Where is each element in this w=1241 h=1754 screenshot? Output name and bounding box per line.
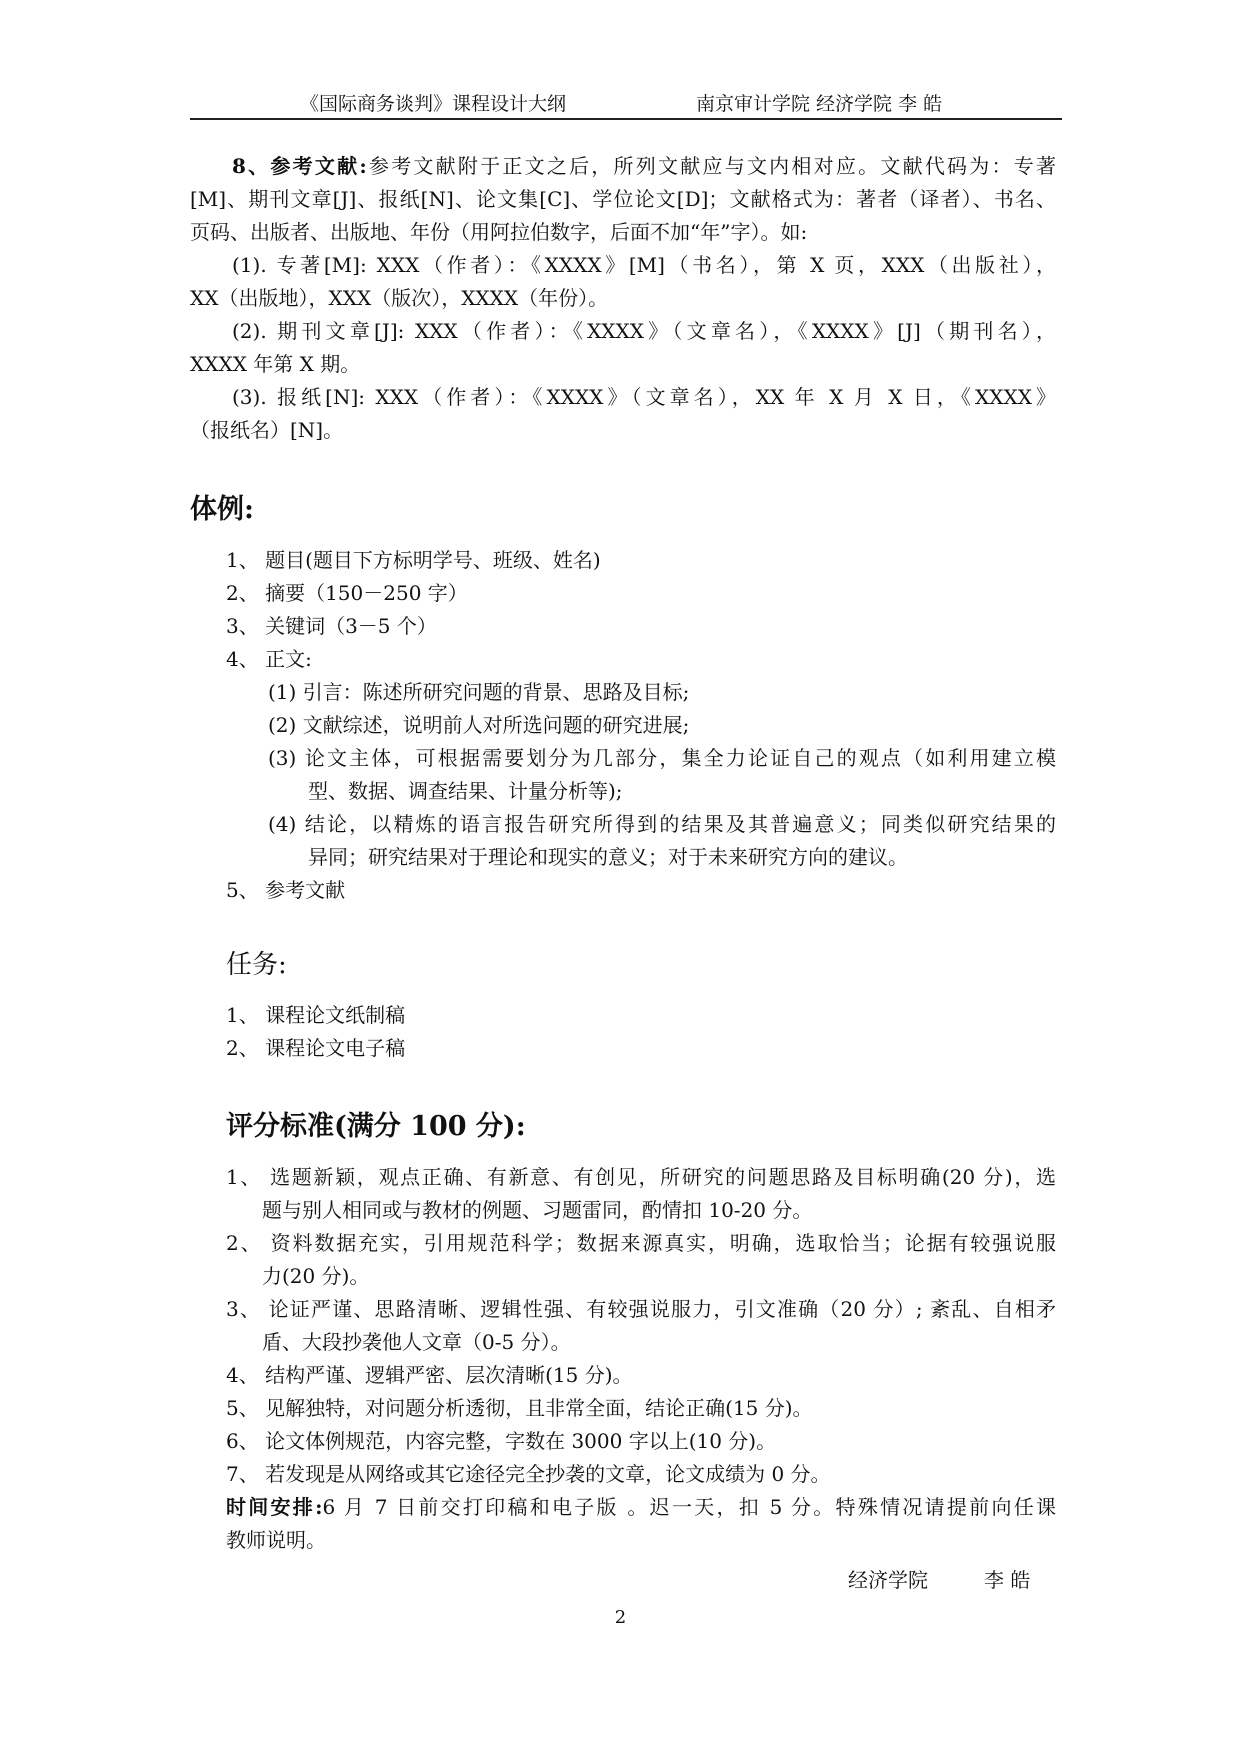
grading-criterion-1-line2: 题与别人相同或与教材的例题、习题雷同，酌情扣 10-20 分。 [262,1198,813,1222]
refs-line-1 [232,152,1056,180]
grading-criterion-3-line1: 3、 论证严谨、思路清晰、逻辑性强、有较强说服力，引文准确（20 分）; 紊乱、自相矛 [226,1297,1056,1321]
grading-criterion-3-line2: 盾、大段抄袭他人文章（0-5 分）。 [262,1330,571,1354]
style-subitem-4-line1: (4) 结论，以精炼的语言报告研究所得到的结果及其普遍意义；同类似研究结果的 [268,812,1056,836]
grading-criterion-1-line1: 1、 选题新颖，观点正确、有新意、有创见，所研究的问题思路及目标明确(20 分)，选 [226,1165,1056,1189]
refs-example-1-line2: XX（出版地），XXX（版次），XXXX（年份）。 [190,286,609,310]
refs-example-3-line1: (3). 报纸[N]: XXX（作者）：《XXXX》（文章名），XX 年 X 月 X 日，《XXXX》 [232,385,1056,409]
signature-dept: 经济学院 [848,1568,928,1592]
style-subitem-1: (1) 引言：陈述所研究问题的背景、思路及目标; [268,680,690,704]
refs-heading: 8、参考文献: [232,154,367,178]
page-number: 2 [614,1607,627,1628]
grading-criterion-2-line2: 力(20 分)。 [262,1264,370,1288]
grading-criterion-5: 5、 见解独特，对问题分析透彻，且非常全面，结论正确(15 分)。 [226,1396,813,1420]
grading-section-title: 评分标准(满分 100 分): [226,1111,526,1142]
schedule-label: 时间安排: [226,1495,323,1519]
style-item-5: 5、 参考文献 [226,878,346,902]
style-subitem-3-line2: 型、数据、调查结果、计量分析等); [308,779,623,803]
refs-example-2-line1: (2). 期刊文章[J]: XXX（作者）：《XXXX》（文章名），《XXXX》[J]（期刊名）， [232,319,1056,343]
schedule-text-line1: 6 月 7 日前交打印稿和电子版 。迟一天，扣 5 分。特殊情况请提前向任课 [322,1495,1056,1519]
header-author: 南京审计学院 经济学院 李 皓 [696,93,943,115]
task-section-title: 任务: [226,950,287,980]
refs-intro-line3: 页码、出版者、出版地、年份（用阿拉伯数字，后面不加“年”字）。如: [190,220,808,244]
refs-example-1-line1: (1). 专著[M]: XXX（作者）：《XXXX》[M]（书名），第 X 页，XXX（出版社）， [232,253,1056,277]
schedule-text-line2: 教师说明。 [226,1528,326,1552]
grading-criterion-6: 6、 论文体例规范，内容完整，字数在 3000 字以上(10 分)。 [226,1429,777,1453]
grading-criterion-2-line1: 2、 资料数据充实，引用规范科学；数据来源真实，明确，选取恰当；论据有较强说服 [226,1231,1056,1255]
style-item-2: 2、 摘要（150－250 字） [226,581,468,605]
grading-criterion-7: 7、 若发现是从网络或其它途径完全抄袭的文章，论文成绩为 0 分。 [226,1462,831,1486]
refs-intro-line2: [M]、期刊文章[J]、报纸[N]、论文集[C]、学位论文[D]；文献格式为：著者（译者）、书名、 [190,187,1056,211]
style-item-3: 3、 关键词（3－5 个） [226,614,437,638]
task-item-2: 2、 课程论文电子稿 [226,1036,406,1060]
task-item-1: 1、 课程论文纸制稿 [226,1003,406,1027]
signature-name: 李 皓 [984,1568,1031,1592]
style-item-4: 4、 正文: [226,647,312,671]
grading-criterion-4: 4、 结构严谨、逻辑严密、层次清晰(15 分)。 [226,1363,633,1387]
page-header [190,88,1062,120]
refs-example-2-line2: XXXX 年第 X 期。 [190,352,361,376]
style-subitem-4-line2: 异同；研究结果对于理论和现实的意义；对于未来研究方向的建议。 [308,845,908,869]
style-item-1: 1、 题目(题目下方标明学号、班级、姓名) [226,548,601,572]
refs-example-3-line2: （报纸名）[N]。 [190,418,344,442]
style-subitem-3-line1: (3) 论文主体，可根据需要划分为几部分，集全力论证自己的观点（如利用建立模 [268,746,1056,770]
refs-intro-line1: 参考文献附于正文之后，所列文献应与文内相对应。文献代码为：专著 [366,154,1056,178]
style-section-title: 体例: [190,494,254,525]
schedule-line-1 [226,1493,1056,1521]
header-course-title: 《国际商务谈判》课程设计大纲 [300,93,567,115]
style-subitem-2: (2) 文献综述，说明前人对所选问题的研究进展; [268,713,690,737]
